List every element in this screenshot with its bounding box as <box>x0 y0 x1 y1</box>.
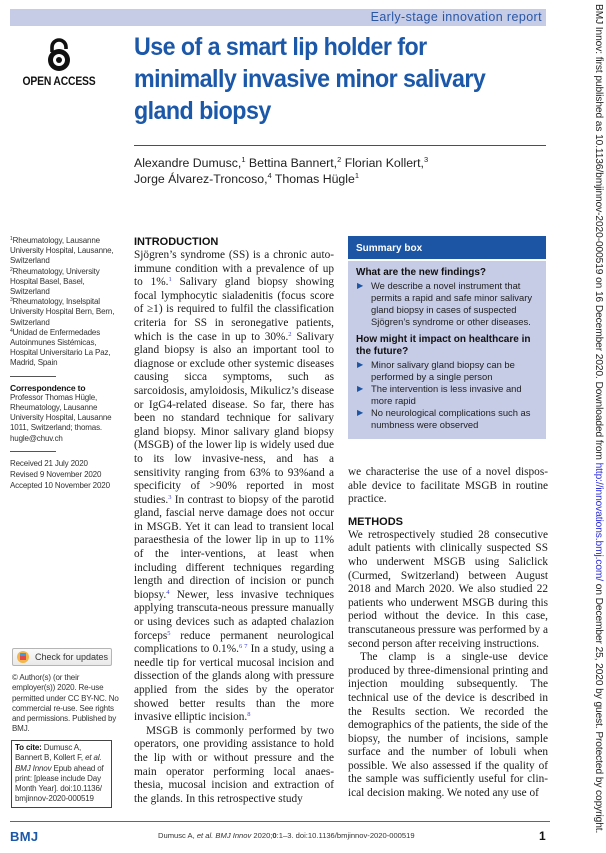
summary-question: What are the new findings? <box>356 267 487 278</box>
sidebar <box>10 236 122 491</box>
open-access-lock-icon <box>46 38 72 72</box>
revised-date: Revised 9 November 2020 <box>10 469 102 479</box>
sidebar-divider <box>10 451 56 452</box>
reference-link[interactable]: 3 <box>168 493 172 501</box>
bullet-arrow-icon: ▶ <box>357 384 364 393</box>
summary-item: ▶ We describe a novel instrument that permits a rapid and safe minor salivary gland biopsy in cases of suspected Sjögren’s syndrome or other diseases. <box>357 280 533 327</box>
reference-link[interactable]: 6 7 <box>238 643 248 651</box>
summary-item: ▶ Minor salivary gland biopsy can be performed by a single person <box>357 359 515 382</box>
author: Florian Kollert,$^3$ <box>344 155 429 170</box>
journal-link[interactable]: http://innovations.bmj.com/ <box>593 462 604 582</box>
summary-box <box>348 236 546 439</box>
reference-link[interactable]: 8 <box>247 711 251 719</box>
open-access-badge <box>14 38 104 88</box>
correspondence-text: Professor Thomas Hügle, Rheumatology, Lausanne University Hospital, Lausanne 1011, Switzerland; thomas. hugle@chuv.ch <box>10 392 112 443</box>
summary-question: How might it impact on healthcare in the future? <box>356 334 531 357</box>
introduction-paragraph: Sjögren’s syndrome (SS) is a chronic auto-immune condition with a prevalence of up to 1%.$^1$ Salivary gland biopsy showing focal lymphocytic sialadenitis (focus score of ≥1) is required to fulfil the classification criteria for SS in seronegative patients, which is the case in up to 30%.$^2$ Salivary gland biopsy is also an important tool to diagnose or exclude other systemic diseases causing sicca symptoms, such as sarcoidosis, amyloidosis, Mikulicz’s disease or IgG4-related disease. So far, there has been no standard technique for salivary gland biopsy. Minor salivary gland biopsy (MSGB) of the lower lip is widely used due to its low invasive-ness, and has a sensitivity ranging from 63% to 93%and a specificity of >90% reported in most studies.$^3$ In contrast to biopsy of the parotid gland, fascial nerve damage does not occur in MSGB. Yet it can lead to transient local paraesthesia of the lower lip in up to 11% of the inter-ventions, at least when including different techniques regarding length and direction of incision or punch biopsy.$^4$ Newer, less invasive techniques applying transcuta-neous pressure manually or using devices such as adapted chalazion forceps$^5$ reduce permanent neurological complications to 0.1%.$^{6 7}$ In a study, using a needle tip for vertical mucosal incision and dissection of the glands along with pressure applied from the sides by the operator showed better results than the more invasive elliptic incision.$^8$ <box>134 249 334 724</box>
introduction-column <box>134 236 334 806</box>
copyright-notice: © Author(s) (or their employer(s)) 2020. Re-use permitted under CC BY-NC. No commercial re-use. See rights and permissions. Published by BMJ. <box>12 673 119 734</box>
check-for-updates-label: Check for updates <box>35 652 109 662</box>
page-number: 1 <box>539 829 546 843</box>
bmj-logo: BMJ <box>10 829 39 844</box>
affiliation: $^4$Unidad de Enfermedades Autoinmunes Sistémicas, Hospital Universitario La Paz, Madrid, Spain <box>10 327 111 368</box>
author-list <box>134 155 554 187</box>
crossmark-icon <box>17 651 29 663</box>
sidebar-divider <box>10 376 56 377</box>
reference-link[interactable]: 2 <box>288 330 292 338</box>
author: Alexandre Dumusc,$^1$ <box>134 155 246 170</box>
methods-column <box>348 466 548 801</box>
footer-citation: Dumusc A, et al. BMJ Innov 2020;0:1–3. doi:10.1136/bmjinnov-2020-000519 <box>158 831 415 840</box>
introduction-paragraph-continued: we characterise the use of a novel dispos-able device to facilitate MSGB in routine practice. <box>348 466 548 506</box>
methods-heading: METHODS <box>348 515 403 528</box>
reference-link[interactable]: 1 <box>168 276 172 284</box>
article-type-label: Early-stage innovation report <box>370 10 542 24</box>
affiliation: $^1$Rheumatology, Lausanne University Hospital, Lausanne, Switzerland <box>10 236 114 266</box>
check-for-updates-button[interactable] <box>12 648 112 666</box>
summary-item: ▶ No neurological complications such as numbness were observed <box>357 407 531 430</box>
bullet-arrow-icon: ▶ <box>357 408 364 417</box>
cite-label: To cite: <box>15 743 42 752</box>
affiliation: $^2$Rheumatology, University Hospital Basel, Basel, Switzerland <box>10 266 100 297</box>
article-title: Use of a smart lip holder for minimally invasive minor salivary gland biopsy <box>134 33 486 125</box>
introduction-paragraph: MSGB is commonly performed by two operators, one providing assistance to hold the lip with or without pressure and the main operator performing local anaes-thesia, mucosal incision and extraction of the glands. In this retrospective study <box>134 724 334 805</box>
reference-link[interactable]: 4 <box>166 588 170 596</box>
download-watermark: BMJ Innov: first published as 10.1136/bmjinnov-2020-000519 on 16 December 2020. Downloaded from http://innovations.bmj.com/ on December 25, 2020 by guest. Protected by copyright. <box>593 4 604 834</box>
reference-link[interactable]: 5 <box>167 629 171 637</box>
accepted-date: Accepted 10 November 2020 <box>10 480 110 490</box>
open-access-label: OPEN ACCESS <box>22 76 96 88</box>
author: Thomas Hügle$^1$ <box>274 171 360 186</box>
summary-item: ▶ The intervention is less invasive and more rapid <box>357 383 522 406</box>
summary-box-title: Summary box <box>348 236 546 261</box>
methods-paragraph: We retrospectively studied 28 consecutive adult patients with clinically suspected SS who underwent MSGB using Saliclick (Curmed, Switzerland) between August 2018 and March 2020. We also studied 22 patients who underwent MSGB during this period without the device. In this case, transcutaneous pressure was performed by a second person after receiving instructions. <box>348 528 548 650</box>
affiliation: $^3$Rheumatology, Inselspital University Hospital Bern, Bern, Switzerland <box>10 297 115 327</box>
citation-box: To cite: Dumusc A, Bannert B, Kollert F, et al. BMJ Innov Epub ahead of print: [please include Day Month Year]. doi:10.1136/ bmjinnov-2020-000519 <box>11 740 112 808</box>
author: Bettina Bannert,$^2$ <box>248 155 342 170</box>
bullet-arrow-icon: ▶ <box>357 281 364 290</box>
introduction-heading: INTRODUCTION <box>134 236 219 248</box>
title-divider <box>134 145 546 146</box>
correspondence-heading: Correspondence to <box>10 382 86 393</box>
received-date: Received 21 July 2020 <box>10 458 88 468</box>
bullet-arrow-icon: ▶ <box>357 360 364 369</box>
author: Jorge Álvarez-Troncoso,$^4$ <box>134 171 272 186</box>
article-type-banner <box>10 9 546 26</box>
methods-paragraph: The clamp is a single-use device produced by three-dimensional printing and injection moulding subsequently. The technical use of the device is described in the Results section. We recorded the demographics of the patients, the side of the biopsy, the number of incisions, sample surface and the number of lobuli when possible. We also assessed if the quality of the sample was sufficiently useful for clin-ical decision making. We noted any use of <box>348 651 548 800</box>
footer-divider <box>10 821 550 822</box>
